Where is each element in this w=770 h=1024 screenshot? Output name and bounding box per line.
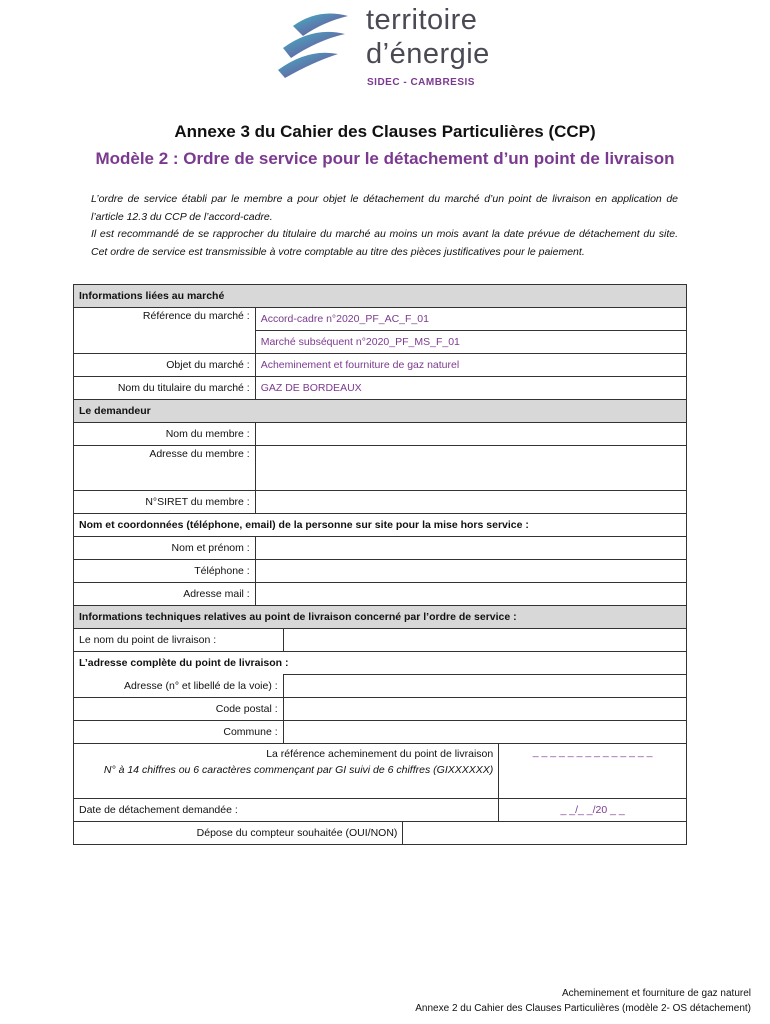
- logo-subtitle: SIDEC - CAMBRESIS: [367, 77, 475, 88]
- section-header-demandeur: Le demandeur: [74, 400, 687, 423]
- document-subtitle: Modèle 2 : Ordre de service pour le détachement d’un point de livraison: [95, 149, 675, 168]
- siret-membre-field[interactable]: [255, 491, 686, 514]
- ref-marche-value-2: Marché subséquent n°2020_PF_MS_F_01: [255, 331, 686, 354]
- intro-paragraph-2: Il est recommandé de se rapprocher du titulaire du marché au moins un mois avant la date prévue de détachement du site. Cet ordre de service est transmissible à votre comptable au titre des pièces justificatives pour le paiement.: [91, 228, 678, 258]
- depose-compteur-field[interactable]: [403, 822, 687, 845]
- section-header-marche: Informations liées au marché: [74, 285, 687, 308]
- section-header-contact: Nom et coordonnées (téléphone, email) de la personne sur site pour la mise hors service :: [74, 514, 687, 537]
- adresse-membre-label: Adresse du membre :: [74, 446, 256, 491]
- ref-acheminement-field[interactable]: _ _ _ _ _ _ _ _ _ _ _ _ _ _: [499, 744, 687, 799]
- contact-tel-label: Téléphone :: [74, 560, 256, 583]
- titulaire-label: Nom du titulaire du marché :: [74, 377, 256, 400]
- code-postal-label: Code postal :: [74, 698, 284, 721]
- adresse-voie-field[interactable]: [283, 675, 686, 698]
- depose-compteur-label: Dépose du compteur souhaitée (OUI/NON): [74, 822, 403, 845]
- logo-text-line1: territoire: [366, 4, 478, 36]
- commune-label: Commune :: [74, 721, 284, 744]
- ref-marche-label: Référence du marché :: [74, 308, 256, 354]
- nom-pdl-field[interactable]: [283, 629, 686, 652]
- section-header-technique: Informations techniques relatives au point de livraison concerné par l’ordre de service :: [74, 606, 687, 629]
- adresse-membre-field[interactable]: [255, 446, 686, 491]
- contact-mail-field[interactable]: [255, 583, 686, 606]
- date-detachement-field[interactable]: _ _/_ _/20 _ _: [499, 799, 687, 822]
- titulaire-value: GAZ DE BORDEAUX: [255, 377, 686, 400]
- adresse-pdl-header: L’adresse complète du point de livraison :: [74, 652, 687, 675]
- nom-membre-label: Nom du membre :: [74, 423, 256, 446]
- contact-mail-label: Adresse mail :: [74, 583, 256, 606]
- commune-field[interactable]: [283, 721, 686, 744]
- intro-text: [91, 191, 678, 261]
- nom-membre-field[interactable]: [255, 423, 686, 446]
- objet-marche-label: Objet du marché :: [74, 354, 256, 377]
- page-footer: [415, 986, 751, 1016]
- ref-acheminement-label-line2: N° à 14 chiffres ou 6 caractères commençant par GI suivi de 6 chiffres (GIXXXXXX): [103, 764, 494, 776]
- footer-line-1: Acheminement et fourniture de gaz naturel: [562, 988, 751, 999]
- code-postal-field[interactable]: [283, 698, 686, 721]
- contact-tel-field[interactable]: [255, 560, 686, 583]
- nom-pdl-label: Le nom du point de livraison :: [74, 629, 284, 652]
- ref-acheminement-label-line1: La référence acheminement du point de livraison: [266, 748, 494, 760]
- ref-acheminement-label: [74, 744, 499, 799]
- objet-marche-value: Acheminement et fourniture de gaz naturel: [255, 354, 686, 377]
- adresse-voie-label: Adresse (n° et libellé de la voie) :: [74, 675, 284, 698]
- contact-nom-field[interactable]: [255, 537, 686, 560]
- footer-line-2: Annexe 2 du Cahier des Clauses Particulières (modèle 2- OS détachement): [415, 1003, 751, 1014]
- siret-membre-label: N°SIRET du membre :: [74, 491, 256, 514]
- ref-marche-value-1: Accord-cadre n°2020_PF_AC_F_01: [255, 308, 686, 331]
- date-detachement-label: Date de détachement demandée :: [74, 799, 499, 822]
- order-form-table: [73, 284, 687, 845]
- contact-nom-label: Nom et prénom :: [74, 537, 256, 560]
- document-title: Annexe 3 du Cahier des Clauses Particulières (CCP): [174, 122, 596, 141]
- logo-text-line2: d’énergie: [366, 38, 490, 70]
- intro-paragraph-1: L’ordre de service établi par le membre a pour objet le détachement du marché d’un point de livraison en application de l’article 12.3 du CCP de l’accord-cadre.: [91, 193, 678, 223]
